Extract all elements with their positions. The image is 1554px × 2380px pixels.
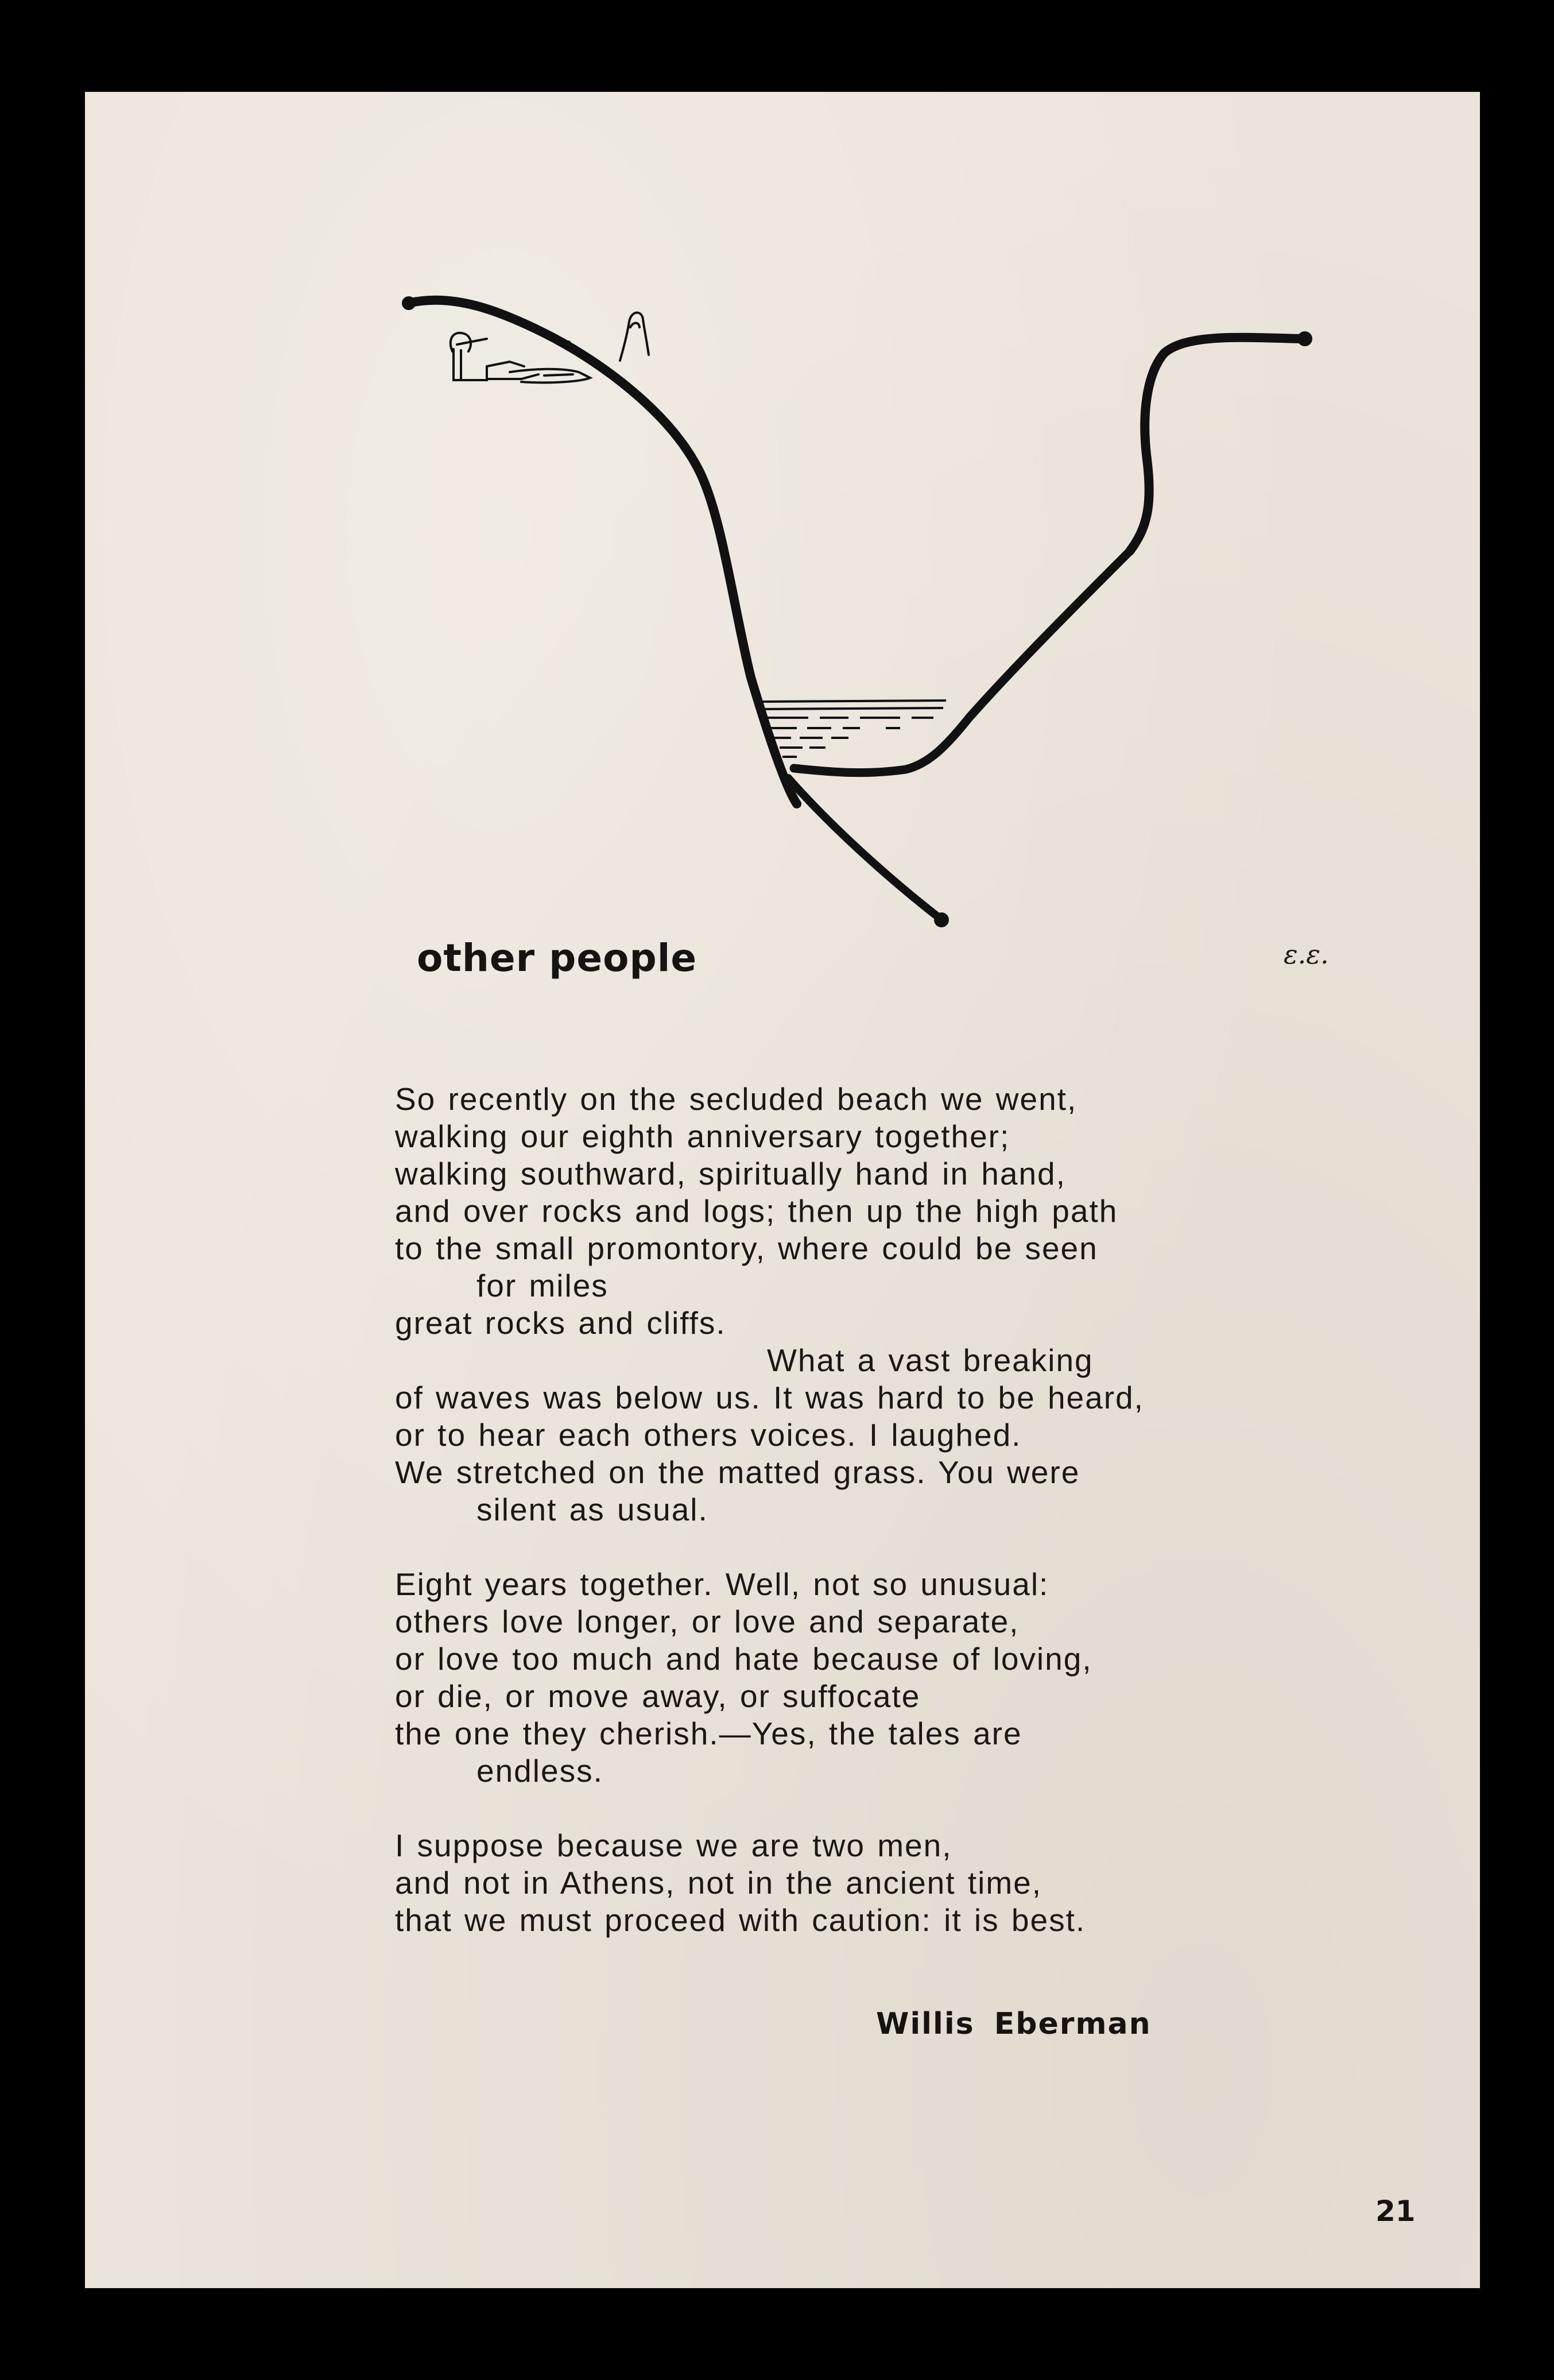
water-lines: [761, 701, 946, 757]
poem-line: I suppose because we are two men,: [395, 1828, 952, 1863]
poem-line: for miles: [476, 1268, 609, 1303]
page-number: 21: [1375, 2195, 1416, 2228]
poem-line: of waves was below us. It was hard to be heard,: [395, 1380, 1144, 1415]
poem-line: to the small promontory, where could be seen: [395, 1230, 1098, 1266]
poem-body: [395, 1081, 1371, 1939]
poem-line: walking southward, spiritually hand in hand,: [395, 1156, 1066, 1191]
poem-line: or die, or move away, or suffocate: [395, 1678, 921, 1714]
poem-line: walking our eighth anniversary together;: [395, 1119, 1010, 1154]
poem-line: others love longer, or love and separate,: [395, 1604, 1020, 1639]
cove-bottom-line: [794, 551, 1130, 773]
cliff-and-sea-illustration: [85, 92, 1480, 953]
poem-line: or to hear each others voices. I laughed.: [395, 1417, 1022, 1453]
stanza-break: [395, 1790, 1371, 1827]
poem-line: What a vast breaking: [767, 1342, 1094, 1378]
poem-title: other people: [417, 936, 697, 980]
lower-outcrop-line: [788, 778, 940, 919]
poem-line: and over rocks and logs; then up the high path: [395, 1193, 1118, 1229]
poem-line: that we must proceed with caution: it is best.: [395, 1902, 1086, 1938]
poem-line: silent as usual.: [476, 1492, 708, 1527]
stanza-break: [395, 1528, 1371, 1566]
left-cliff-line: [408, 300, 797, 804]
poem-line: and not in Athens, not in the ancient time,: [395, 1865, 1043, 1901]
poem-line: So recently on the secluded beach we went,: [395, 1081, 1078, 1117]
poem-line: the one they cherish.—Yes, the tales are: [395, 1716, 1022, 1751]
poem-line: great rocks and cliffs.: [395, 1305, 726, 1341]
two-figures-sketch: [451, 312, 649, 382]
magazine-page: [85, 92, 1480, 2288]
poem-line: Eight years together. Well, not so unusual:: [395, 1566, 1049, 1602]
author-name: Willis Eberman: [876, 2007, 1152, 2041]
artist-initials: ε.ε.: [1284, 939, 1329, 970]
right-cliff-line: [1130, 338, 1302, 551]
poem-line: endless.: [476, 1753, 603, 1789]
poem-line: or love too much and hate because of loving,: [395, 1641, 1092, 1677]
poem-line: We stretched on the matted grass. You were: [395, 1454, 1080, 1490]
